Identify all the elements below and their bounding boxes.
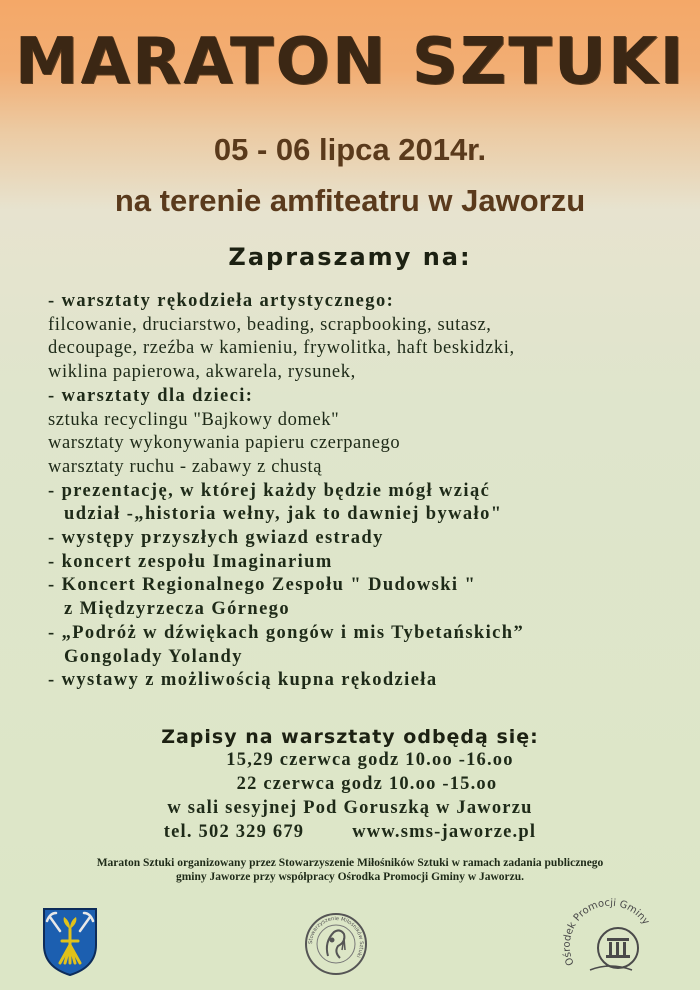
jaworze-coat-of-arms-icon bbox=[40, 905, 100, 977]
website-link[interactable]: www.sms-jaworze.pl bbox=[352, 822, 537, 842]
registration-place: w sali sesyjnej Pod Goruszką w Jaworzu bbox=[167, 798, 533, 818]
program-line: - prezentację, w której każdy będzie mógł wziąć bbox=[48, 480, 491, 501]
program-line: decoupage, rzeźba w kamieniu, frywolitka, haft beskidzki, bbox=[48, 338, 515, 359]
registration-heading: Zapisy na warsztaty odbędą się: bbox=[161, 726, 539, 748]
registration-date-1: 15,29 czerwca godz 10.oo -16.oo bbox=[226, 750, 514, 770]
program-line: - wystawy z możliwością kupna rękodzieła bbox=[48, 670, 438, 691]
poster-title: MARATON SZTUKI bbox=[14, 25, 686, 99]
program-line: sztuka recyclingu "Bajkowy domek" bbox=[48, 409, 340, 430]
program-line: Gongolady Yolandy bbox=[64, 646, 243, 667]
registration-date-2: 22 czerwca godz 10.oo -15.oo bbox=[236, 774, 498, 794]
program-line: - warsztaty dla dzieci: bbox=[48, 385, 254, 406]
program-list bbox=[48, 290, 678, 693]
contact-line bbox=[0, 822, 700, 843]
invite-heading: Zapraszamy na: bbox=[228, 243, 472, 271]
program-line: - koncert zespołu Imaginarium bbox=[48, 551, 333, 572]
stowarzyszenie-milosnikow-sztuki-seal-icon bbox=[304, 912, 368, 976]
program-line: z Międzyrzecza Górnego bbox=[64, 599, 290, 620]
program-line: - Koncert Regionalnego Zespołu " Dudowski " bbox=[48, 575, 477, 596]
program-line: - występy przyszłych gwiazd estrady bbox=[48, 528, 384, 549]
program-line: wiklina papierowa, akwarela, rysunek, bbox=[48, 362, 356, 383]
osrodek-promocji-gminy-logo-icon bbox=[560, 898, 660, 978]
program-line: - „Podróż w dźwiękach gongów i mis Tybetańskich” bbox=[48, 622, 525, 643]
svg-text:Stowarzyszenie Miłośników Sztu: Stowarzyszenie Miłośników Sztuki bbox=[307, 915, 365, 959]
program-line: - warsztaty rękodzieła artystycznego: bbox=[48, 291, 395, 311]
svg-text:Ośrodek Promocji Gminy: Ośrodek Promocji Gminy bbox=[561, 898, 652, 967]
phone-number: tel. 502 329 679 bbox=[163, 822, 305, 842]
event-dates: 05 - 06 lipca 2014r. bbox=[213, 132, 487, 167]
program-line: filcowanie, druciarstwo, beading, scrapbooking, sutasz, bbox=[48, 314, 492, 335]
program-line: udział -„historia wełny, jak to dawniej bywało" bbox=[64, 504, 503, 525]
event-venue: na terenie amfiteatru w Jaworzu bbox=[114, 183, 586, 218]
footer-line-1: Maraton Sztuki organizowany przez Stowarzyszenie Miłośników Sztuki w ramach zadania publicznego bbox=[96, 857, 604, 869]
program-line: warsztaty ruchu - zabawy z chustą bbox=[48, 456, 323, 477]
program-line: warsztaty wykonywania papieru czerpanego bbox=[48, 433, 401, 454]
footer-line-2: gminy Jaworze przy współpracy Ośrodka Promocji Gminy w Jaworzu. bbox=[175, 871, 525, 883]
